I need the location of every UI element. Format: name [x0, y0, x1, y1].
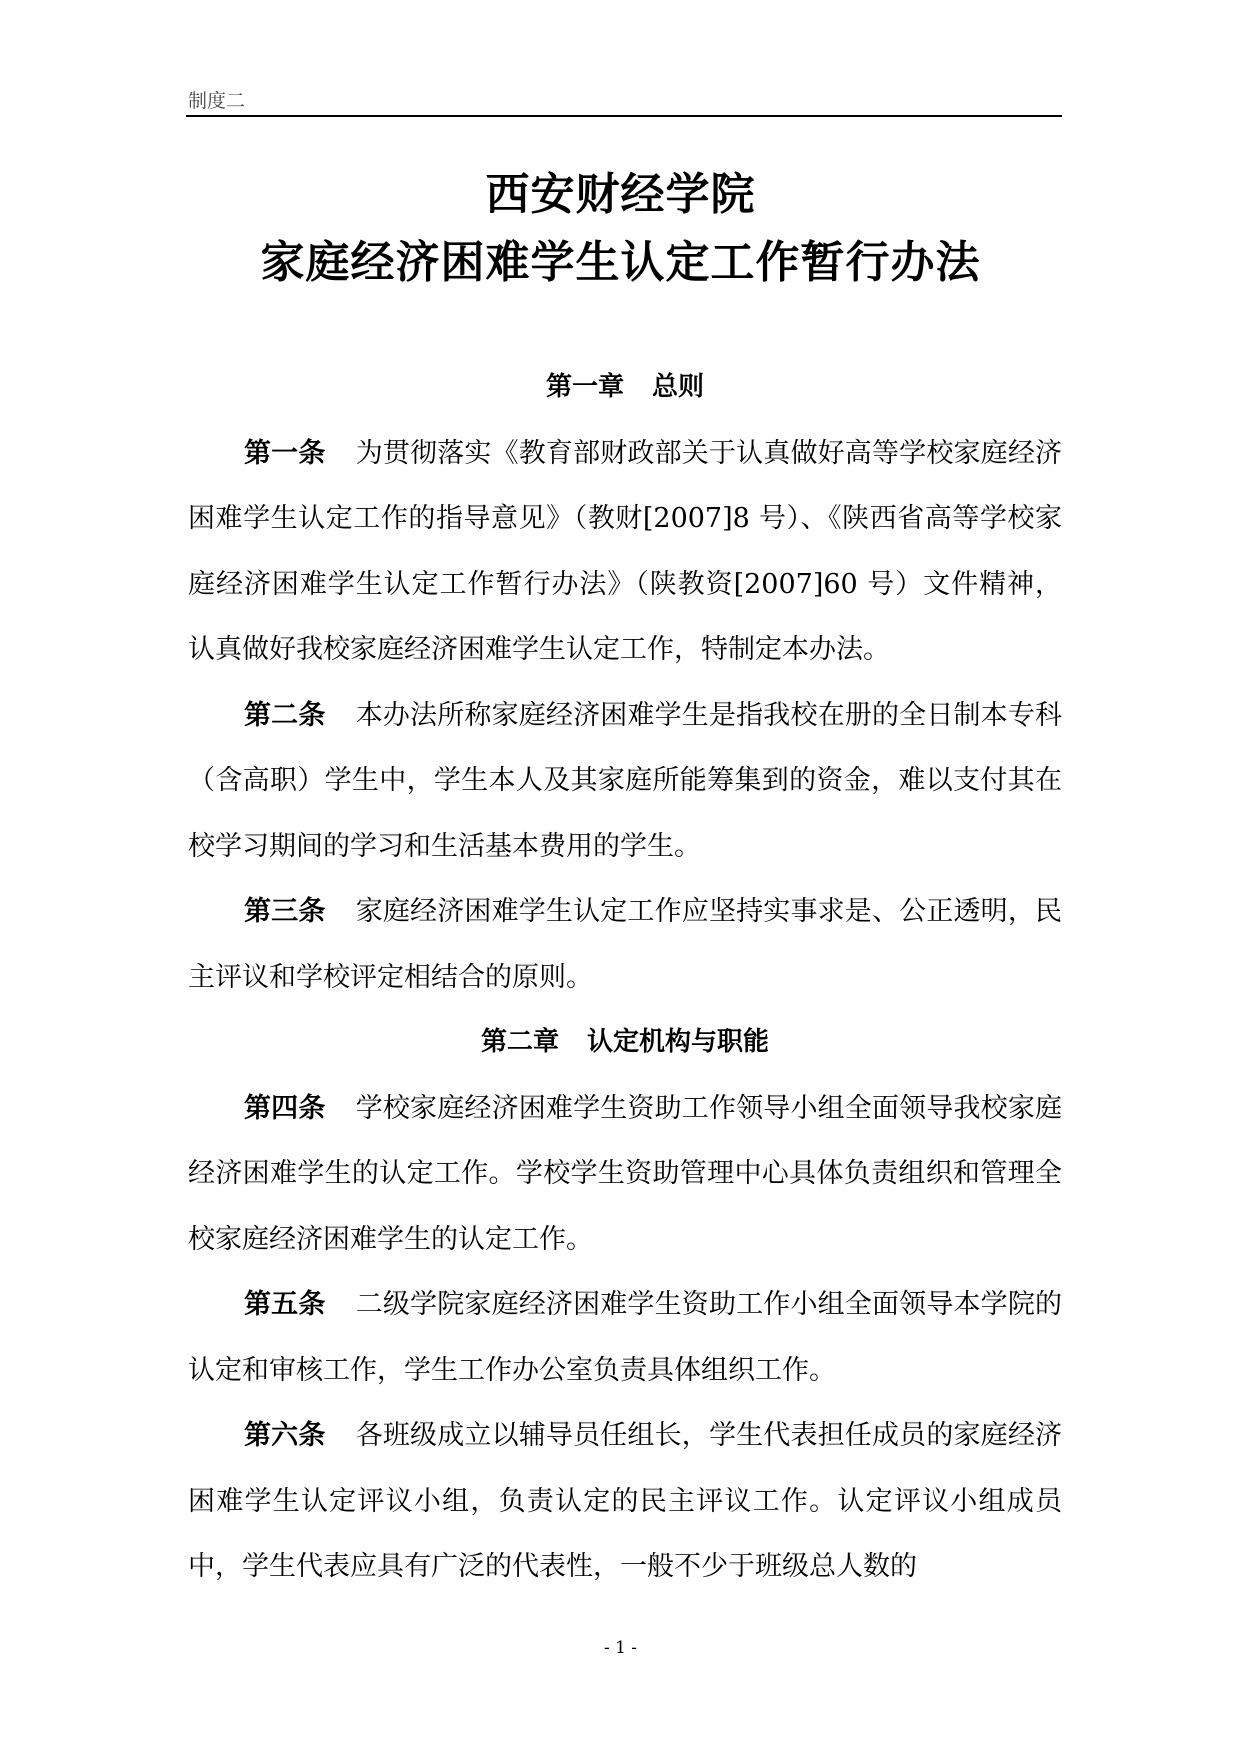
article-paragraph	[188, 1272, 1062, 1403]
article-text: 二级学院家庭经济困难学生资助工作小组全面领导本学院的认定和审核工作，学生工作办公室负责具体组织工作。	[188, 1289, 1063, 1386]
page-number: - 1 -	[603, 1638, 638, 1658]
article-label: 第六条	[244, 1420, 326, 1451]
article-label: 第二条	[244, 699, 326, 731]
article-paragraph	[188, 683, 1062, 880]
chapter-number: 第一章	[545, 372, 624, 402]
article-paragraph	[188, 1403, 1062, 1600]
article-text: 各班级成立以辅导员任组长，学生代表担任成员的家庭经济困难学生认定评议小组，负责认定的民主评议工作。认定评议小组成员中，学生代表应具有广泛的代表性，一般不少于班级总人数的	[188, 1420, 1063, 1582]
article-label: 第一条	[244, 437, 326, 469]
document-title-line-1: 西安财经学院	[485, 169, 756, 220]
header-label: 制度二	[188, 90, 246, 112]
article-text: 家庭经济困难学生认定工作应坚持实事求是、公正透明，民主评议和学校评定相结合的原则。	[188, 896, 1063, 993]
chapter-heading	[188, 1010, 1062, 1076]
article-text: 本办法所称家庭经济困难学生是指我校在册的全日制本专科（含高职）学生中，学生本人及其家庭所能筹集到的资金，难以支付其在校学习期间的学习和生活基本费用的学生。	[188, 699, 1063, 862]
article-label: 第四条	[244, 1092, 326, 1124]
chapter-name: 认定机构与职能	[587, 1027, 770, 1057]
article-text: 学校家庭经济困难学生资助工作领导小组全面领导我校家庭经济困难学生的认定工作。学校学生资助管理中心具体负责组织和管理全校家庭经济困难学生的认定工作。	[188, 1092, 1063, 1255]
article-label: 第三条	[244, 896, 326, 927]
article-paragraph	[188, 879, 1062, 1010]
article-label: 第五条	[244, 1289, 326, 1320]
document-body	[188, 355, 1062, 1600]
chapter-name: 总则	[652, 372, 705, 402]
article-paragraph	[188, 421, 1062, 683]
chapter-number: 第二章	[480, 1027, 559, 1057]
header-rule	[186, 115, 1062, 117]
article-paragraph	[188, 1076, 1062, 1273]
chapter-heading	[188, 355, 1062, 421]
document-title-line-2: 家庭经济困难学生认定工作暂行办法	[260, 237, 981, 288]
article-text: 为贯彻落实《教育部财政部关于认真做好高等学校家庭经济困难学生认定工作的指导意见》（教财[2007]8 号）、《陕西省高等学校家庭经济困难学生认定工作暂行办法》（陕教资[2007]60 号）文件精神，认真做好我校家庭经济困难学生认定工作，特制定本办法。	[188, 437, 1063, 665]
